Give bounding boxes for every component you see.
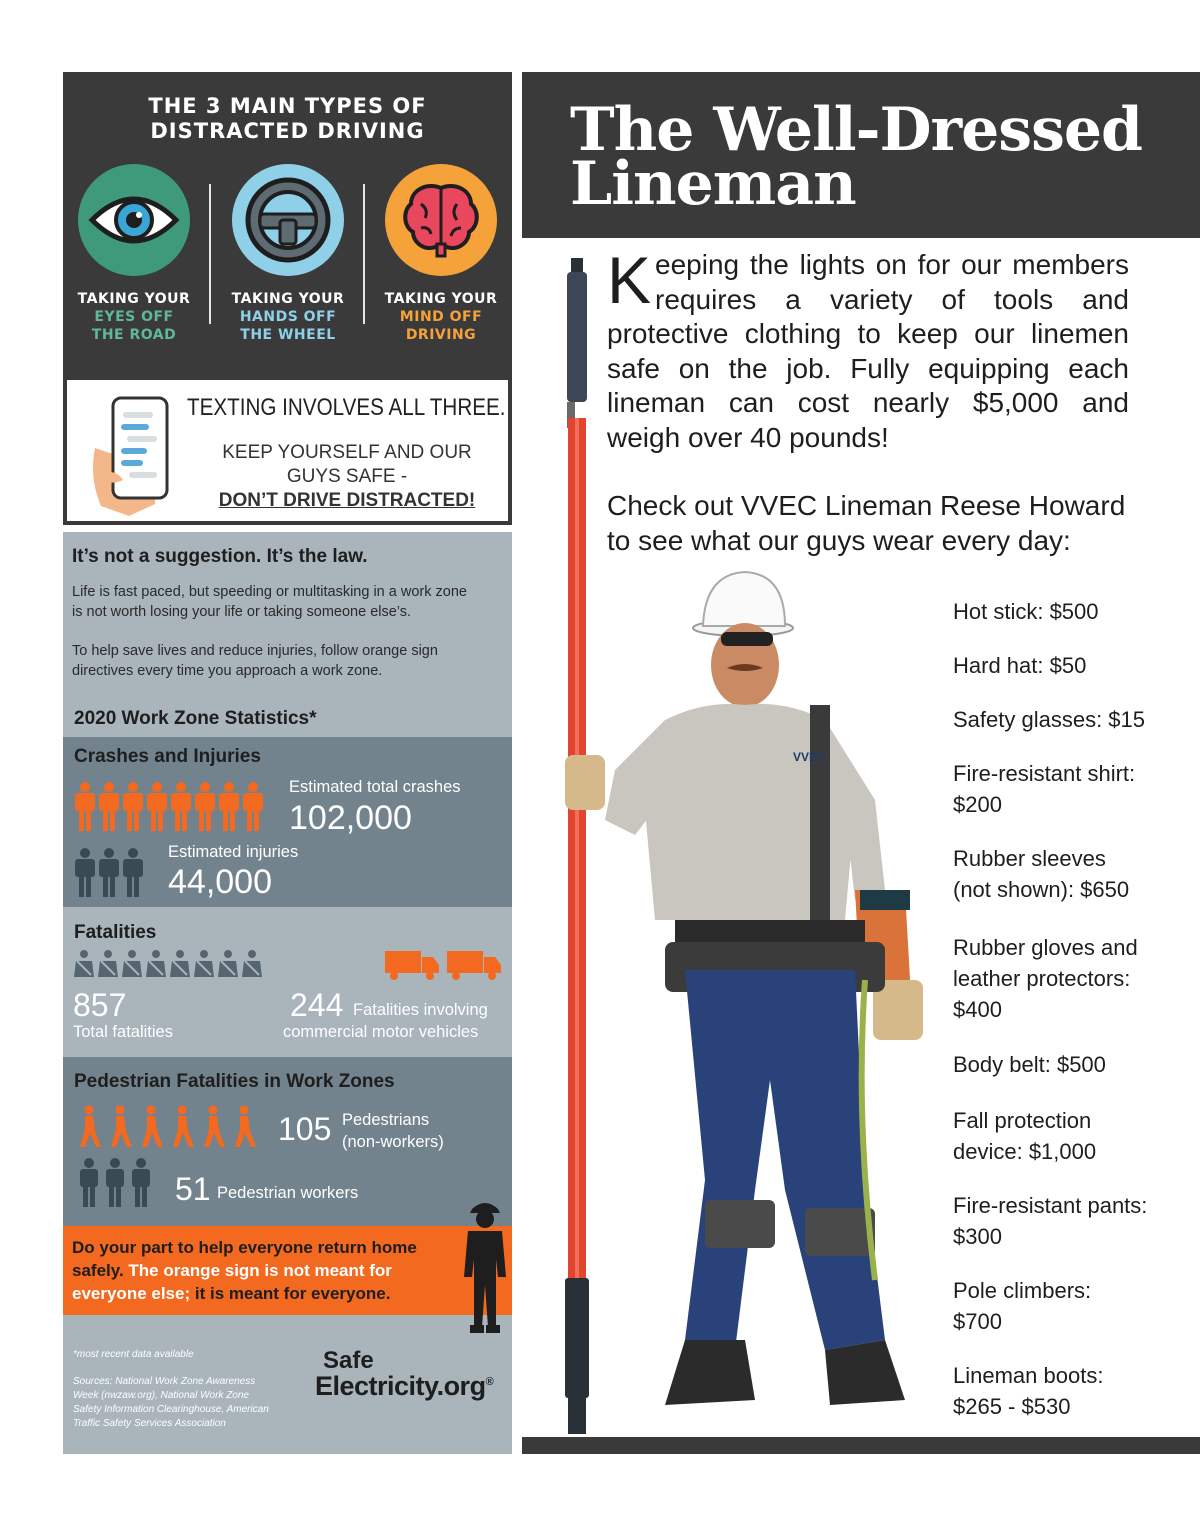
cost-line: Hot stick: $500 [953,599,1099,624]
cta-emphasis: safely. [72,1261,124,1280]
cost-line: $700 [953,1309,1002,1334]
footnote: *most recent data available [73,1349,194,1360]
cta-text [72,1236,452,1305]
type-label-accent: DRIVING [405,327,477,343]
cost-line: $265 - $530 [953,1394,1071,1419]
source-line: Sources: National Work Zone Awareness [73,1376,256,1387]
type-label: TAKING YOUR [77,291,191,307]
cmv-fatalities-label: Fatalities involving [353,1001,488,1019]
texting-message: KEEP YOURSELF AND OUR [222,442,472,463]
cmv-fatalities-label: commercial motor vehicles [283,1023,479,1041]
cost-line: device: $1,000 [953,1139,1097,1164]
section-title: Fatalities [74,922,157,943]
cost-item [953,650,1193,681]
cost-line: Fire-resistant shirt: [953,761,1136,786]
cost-item [953,932,1193,1025]
law-paragraph [72,582,507,622]
type-label-accent: THE ROAD [91,327,177,343]
paragraph-line: directives every time you approach a work zone. [72,663,383,679]
texting-heading: TEXTING INVOLVES ALL THREE. [187,394,506,421]
mind-off-driving-item [376,164,506,344]
orange-sign-callout [63,1226,512,1315]
injuries-label: Estimated injuries [168,843,299,861]
injuries-value: 44,000 [168,863,272,901]
cta-emphasis: it is meant for everyone. [190,1284,391,1303]
article-title: Lineman [570,149,856,219]
lineman-photo [555,560,945,1420]
pedestrians-value: 105 [278,1111,332,1147]
cost-line: Rubber gloves and [953,935,1138,960]
cost-line: Lineman boots: [953,1363,1104,1388]
brain-icon [385,164,497,276]
steering-wheel-icon [232,164,344,276]
title-line: THE 3 MAIN TYPES OF [148,94,427,118]
divider [209,184,211,324]
workers-label: Pedestrian workers [217,1184,359,1202]
source-line: Week (nwzaw.org), National Work Zone [73,1390,249,1401]
cost-item [953,758,1193,820]
article-callout [607,488,1147,558]
cost-line: (not shown): $650 [953,877,1130,902]
work-zone-panel [63,532,512,1454]
type-label-accent: EYES OFF [94,309,174,325]
cost-line: leather protectors: [953,966,1131,991]
cmv-fatalities-value: 244 [290,987,344,1023]
logo-text: Safe [323,1347,374,1374]
worker-people-icon [77,1157,157,1209]
texting-callout [67,380,508,521]
type-label: TAKING YOUR [384,291,498,307]
logo-registered-mark: ® [485,1376,494,1388]
paragraph-line: Life is fast paced, but speeding or multitasking in a work zone [72,584,467,600]
stats-heading: 2020 Work Zone Statistics* [74,708,317,729]
hands-off-wheel-item [223,164,353,344]
type-label-accent: HANDS OFF [239,309,337,325]
truck-icon [385,949,505,981]
total-fatalities-label: Total fatalities [73,1023,173,1041]
sources [73,1375,298,1431]
fatalities-section [63,907,512,1057]
cost-line: Safety glasses: $15 [953,707,1146,732]
safe-electricity-logo [301,1347,511,1407]
cost-line: Body belt: $500 [953,1052,1106,1077]
distracted-driving-panel [63,72,512,525]
cost-line: $400 [953,997,1002,1022]
gray-people-icon [73,847,153,899]
cost-line: $200 [953,792,1002,817]
total-fatalities-value: 857 [73,987,127,1023]
cost-line: Pole climbers: [953,1278,1092,1303]
article-title-bar [522,72,1200,238]
vvec-badge: VVEC [793,750,826,764]
orange-walking-icon [75,1105,265,1149]
texting-call-to-action: DON’T DRIVE DISTRACTED! [218,490,476,511]
pedestrians-label: Pedestrians [342,1111,430,1129]
article-title: The Well-Dressed [570,95,1142,165]
section-title: Pedestrian Fatalities in Work Zones [74,1071,395,1092]
paragraph-line: is not worth losing your life or taking someone else’s. [72,604,412,620]
title-line: DISTRACTED DRIVING [150,119,425,143]
law-heading: It’s not a suggestion. It’s the law. [72,546,368,567]
type-label: TAKING YOUR [231,291,345,307]
cta-line: everyone else; [72,1284,191,1303]
type-label-accent: THE WHEEL [240,327,336,343]
orange-people-icon [73,781,273,833]
worker-silhouette-icon [458,1197,512,1337]
law-paragraph [72,641,507,681]
cost-item [953,596,1193,627]
paragraph-line: To help save lives and reduce injuries, follow orange sign [72,643,438,659]
pedestrian-fatalities-section [63,1057,512,1226]
eye-icon [78,164,190,276]
cost-item [953,843,1193,905]
bottom-bar [522,1437,1200,1454]
cost-line: Fall protection [953,1108,1092,1133]
cost-line: Fire-resistant pants: [953,1193,1148,1218]
cost-item [953,1360,1193,1422]
intro-text: eeping the lights on for our members requires a variety of tools and protective clothing to keep our linemen safe on the job. Fully equipping each lineman can cost nearly $5,000 and weigh over 40 pounds! [607,249,1129,453]
divider [363,184,365,324]
distracted-driving-title [63,94,512,144]
cost-item [953,704,1193,735]
logo-text [315,1371,493,1402]
phone-in-hand-icon [85,388,181,518]
cta-line: The orange sign is not meant for [123,1261,392,1280]
seatbelt-people-icon [73,949,273,979]
cost-line: Hard hat: $50 [953,653,1087,678]
crashes-injuries-section [63,737,512,907]
workers-value: 51 [175,1171,211,1207]
source-line: Safety Information Clearinghouse, American [73,1404,269,1415]
cost-item [953,1275,1193,1337]
callout-line: to see what our guys wear every day: [607,525,1071,556]
cost-line: Rubber sleeves [953,846,1106,871]
cta-line: Do your part to help everyone return home [72,1238,417,1257]
callout-line: Check out VVEC Lineman Reese Howard [607,490,1126,521]
crashes-label: Estimated total crashes [289,778,461,796]
texting-message: GUYS SAFE - [286,466,408,487]
pedestrians-label: (non-workers) [342,1133,444,1151]
article-intro [607,243,1129,455]
type-label-accent: MIND OFF [399,309,483,325]
crashes-value: 102,000 [289,799,412,837]
cost-item [953,1105,1193,1167]
eyes-off-road-item [69,164,199,344]
cost-item [953,1190,1193,1252]
cost-item [953,1049,1193,1080]
section-title: Crashes and Injuries [74,746,261,767]
source-line: Traffic Safety Services Association [73,1418,226,1429]
logo-wordmark: Electricity.org [315,1371,486,1401]
cost-line: $300 [953,1224,1002,1249]
drop-cap: K [607,243,652,317]
